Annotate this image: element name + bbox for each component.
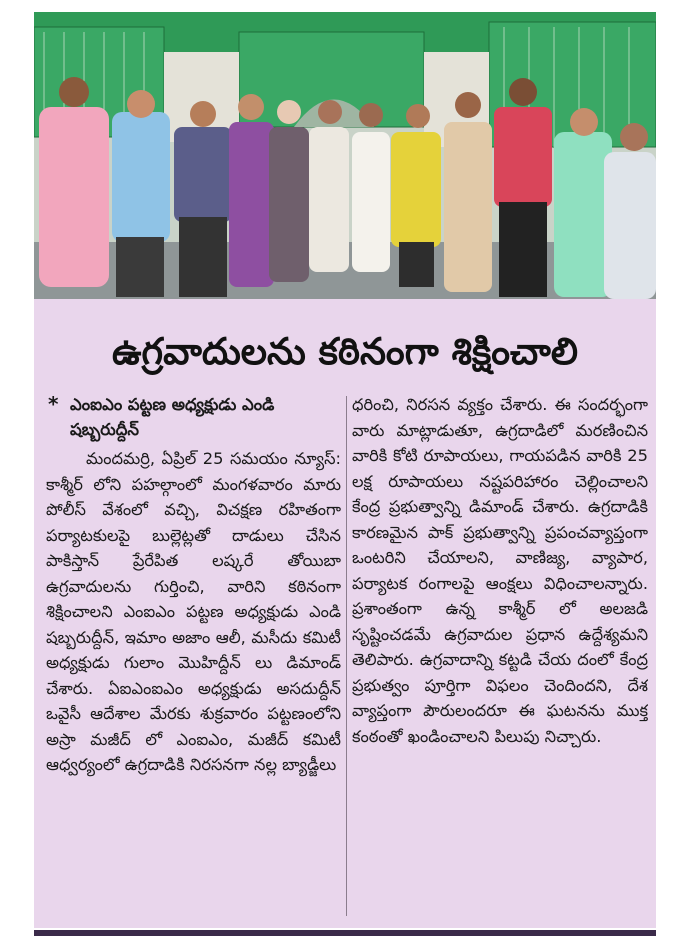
column-divider (346, 396, 347, 916)
subheadline-marker: * (48, 392, 59, 416)
news-clipping (34, 12, 656, 928)
article-body-left: మందమర్రి, ఏప్రిల్ 25 సమయం న్యూస్: కాశ్మీర్ లోని పహల్గాంలో మంగళవారం మారు పోలీస్ వేశంలో వచ్చి, విచక్షణ రహితంగా పర్యాటకులపై బుల్లెట్లతో దాడులు చేసిన పాకిస్తాన్ ప్రేరేపిత లష్కరే తోయిబా ఉగ్రవాదులను గుర్తించి, వారిని కఠినంగా శిక్షించాలని ఎంఐఎం పట్టణ అధ్యక్షుడు ఎండి షబ్బరుద్దీన్, ఇమాం అజాం ఆలీ, మసీదు కమిటీ అధ్యక్షుడు గులాం మొహిద్దీన్ లు డిమాండ్ చేశారు. ఏఐఎంఐఎం అధ్యక్షుడు అసదుద్దీన్ ఒవైసీ ఆదేశాల మేరకు శుక్రవారం పట్టణంలోని అస్రా మజీద్ లో ఎంఐఎం, మజీద్ కమిటీ ఆధ్వర్యంలో ఉగ్రదాడికి నిరసనగా నల్ల బ్యాడ్జీలు (46, 449, 341, 774)
article-column-left (46, 392, 341, 922)
article-column-right (352, 392, 648, 922)
news-photo (34, 12, 656, 299)
article-body-right: ధరించి, నిరసన వ్యక్తం చేశారు. ఈ సందర్భంగా వారు మాట్లాడుతూ, ఉగ్రదాడిలో మరణించిన వారికి కోటి రూపాయలు, గాయపడిన వారికి 25 లక్ష రూపాయలు నష్టపరిహారం చెల్లించాలని కేంద్ర ప్రభుత్వాన్ని డిమాండ్ చేశారు. ఉగ్రదాడికి కారణమైన పాక్ ప్రభుత్వాన్ని ప్రపంచవ్యాప్తంగా ఒంటరిని చేయాలని, వాణిజ్య, వ్యాపార, పర్యాటక రంగాలపై ఆంక్షలు విధించాలన్నారు. ప్రశాంతంగా ఉన్న కాశ్మీర్ లో అలజడి సృష్టించడమే ఉగ్రవాదుల ప్రధాన ఉద్దేశ్యమని తెలిపారు. ఉగ్రవాదాన్ని కట్టడి చేయ దంలో కేంద్ర ప్రభుత్వం పూర్తిగా విఫలం చెందిందని, దేశ వ్యాప్తంగా పౌరులందరూ ఈ ఘటనను ముక్త కంఠంతో ఖండించాలని పిలుపు నిచ్చారు. (352, 395, 648, 746)
subheadline (46, 392, 341, 442)
subheadline-text: ఎంఐఎం పట్టణ అధ్యక్షుడు ఎండి షబ్బరుద్దీన్ (70, 395, 275, 439)
group-photo-illustration (34, 12, 656, 299)
headline: ఉగ్రవాదులను కఠినంగా శిక్షించాలి (112, 330, 578, 373)
bottom-rule (34, 930, 656, 936)
